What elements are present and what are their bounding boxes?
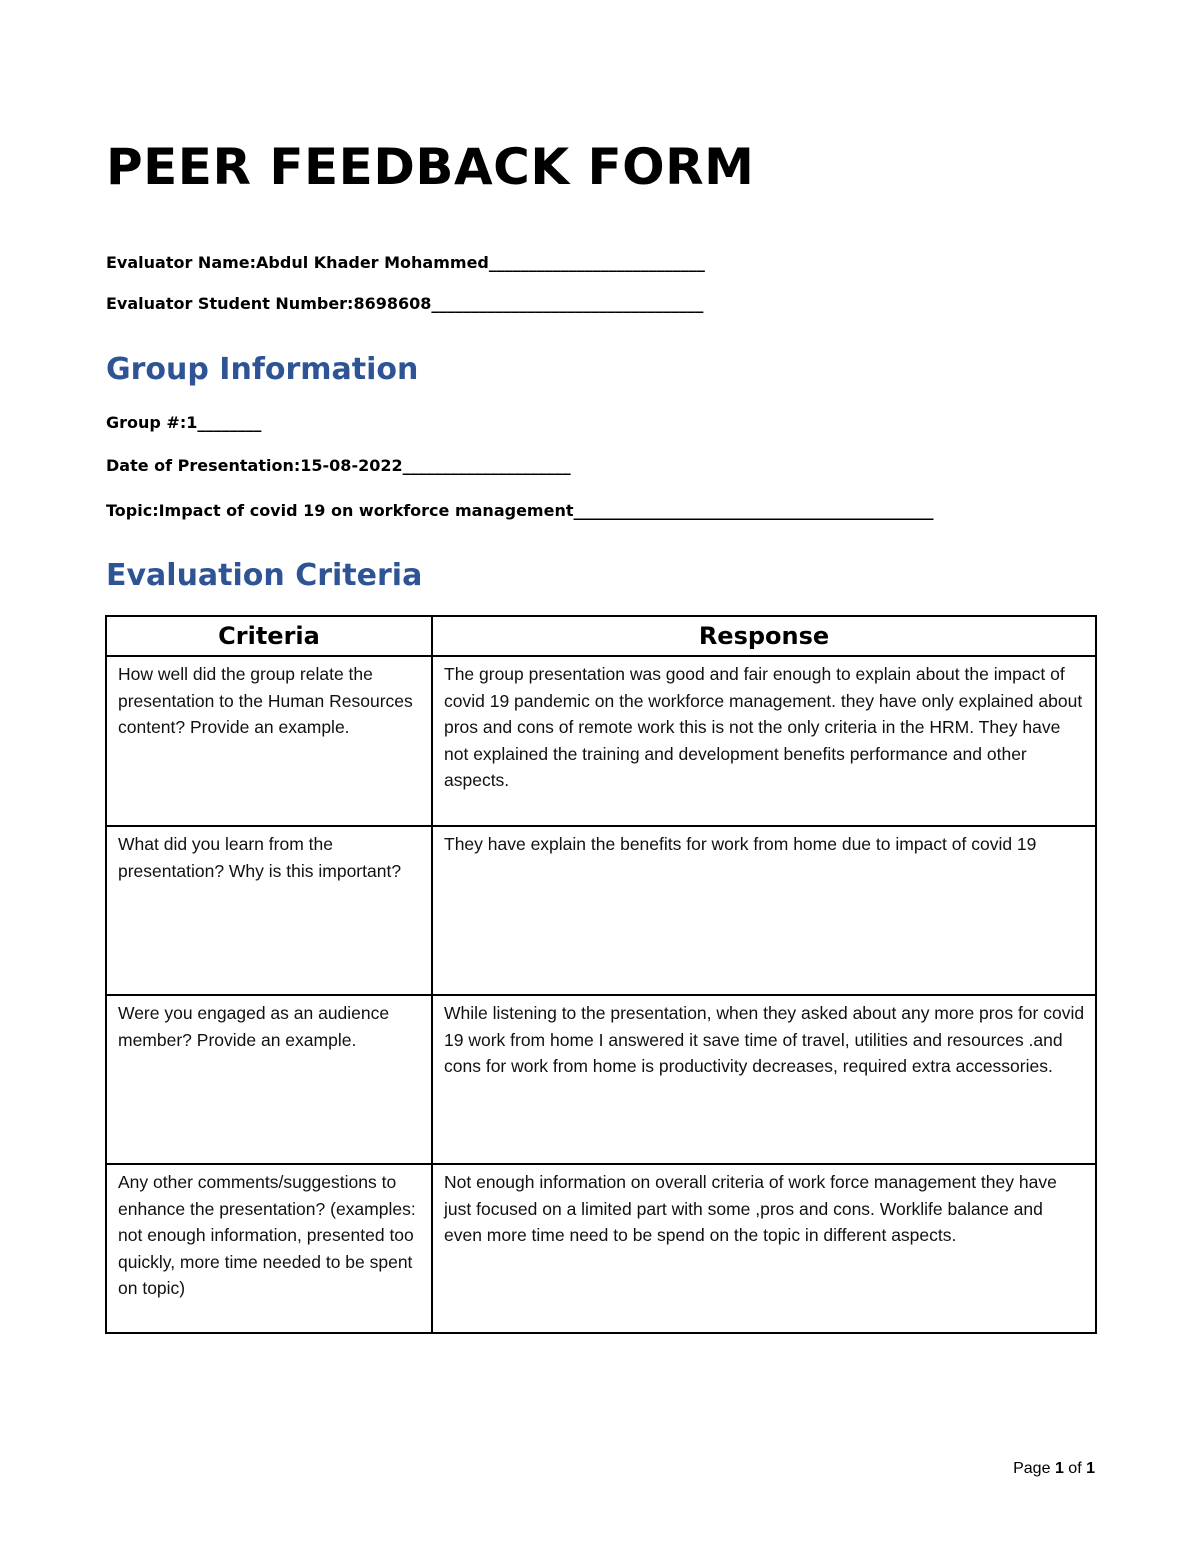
table-row — [106, 1164, 1096, 1333]
table-row — [106, 826, 1096, 995]
criteria-cell: Any other comments/suggestions to enhance the presentation? (examples: not enough information, presented too quickly, more time needed to be spent on topic) — [106, 1164, 432, 1333]
page-number-total: 1 — [1086, 1460, 1095, 1477]
date-of-presentation-field: Date of Presentation:15-08-2022_____________________ — [106, 456, 571, 475]
criteria-cell: Were you engaged as an audience member? Provide an example. — [106, 995, 432, 1164]
evaluator-name-field: Evaluator Name:Abdul Khader Mohammed___________________________ — [106, 253, 705, 272]
page-number-current: 1 — [1054, 1460, 1064, 1477]
topic-field: Topic:Impact of covid 19 on workforce management_____________________________________________ — [106, 501, 934, 520]
table-header-row — [106, 616, 1096, 656]
response-cell: The group presentation was good and fair enough to explain about the impact of covid 19 pandemic on the workforce management. they have only explained about pros and cons of remote work this is not the only criteria in the HRM. They have not explained the training and development benefits performance and other aspects. — [432, 656, 1096, 826]
group-information-heading: Group Information — [106, 352, 419, 387]
page-number-label: Page — [1013, 1460, 1051, 1477]
evaluation-criteria-heading: Evaluation Criteria — [106, 558, 423, 593]
criteria-cell: How well did the group relate the presentation to the Human Resources content? Provide an example. — [106, 656, 432, 826]
criteria-cell: What did you learn from the presentation? Why is this important? — [106, 826, 432, 995]
response-cell: They have explain the benefits for work from home due to impact of covid 19 — [432, 826, 1096, 995]
evaluator-student-number-field: Evaluator Student Number:8698608__________________________________ — [106, 294, 704, 313]
response-cell: While listening to the presentation, when they asked about any more pros for covid 19 work from home I answered it save time of travel, utilities and resources .and cons for work from home is productivity decreases, required extra accessories. — [432, 995, 1096, 1164]
response-cell: Not enough information on overall criteria of work force management they have just focused on a limited part with some ,pros and cons. Worklife balance and even more time need to be spend on the topic in different aspects. — [432, 1164, 1096, 1333]
group-number-field: Group #:1________ — [106, 413, 262, 432]
page-number — [1013, 1460, 1095, 1478]
evaluation-criteria-table — [105, 615, 1097, 1334]
page-title: PEER FEEDBACK FORM — [106, 138, 755, 196]
table-row — [106, 656, 1096, 826]
column-header-criteria: Criteria — [106, 616, 432, 656]
column-header-response: Response — [432, 616, 1096, 656]
page-number-of: of — [1068, 1460, 1082, 1477]
table-row — [106, 995, 1096, 1164]
